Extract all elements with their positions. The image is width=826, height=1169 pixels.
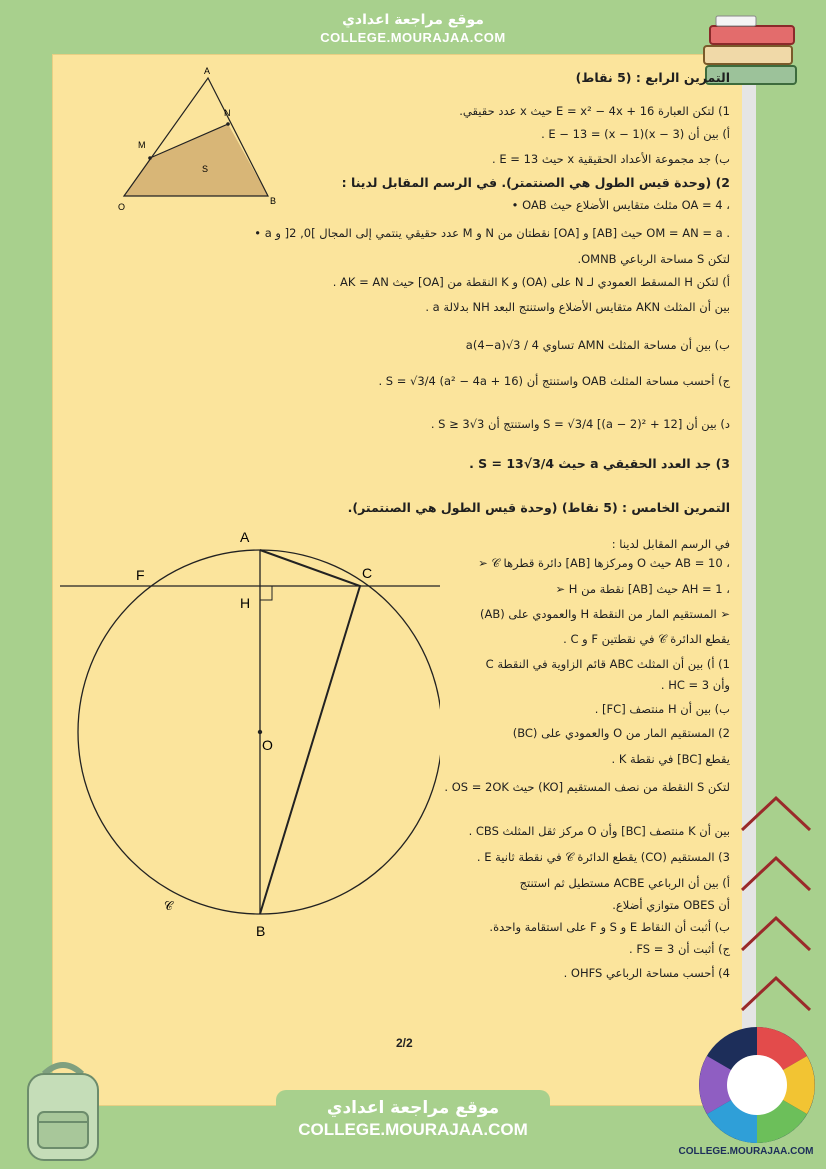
footer-badge[interactable] bbox=[276, 1090, 550, 1152]
ex5-c1: ➢ 𝒞 دائرة قطرها [AB] ومركزها O حيث AB = 10 ، bbox=[478, 556, 730, 570]
header-badge[interactable] bbox=[300, 6, 526, 54]
exercise4-title: التمرين الرابع : (5 نقاط) bbox=[575, 70, 730, 85]
ex5-c3: ➢ المستقيم المار من النقطة H والعمودي على (AB) bbox=[480, 607, 730, 621]
fig1-label-s: S bbox=[202, 164, 209, 174]
triangle-figure bbox=[110, 66, 290, 216]
ex4-q2d: د) بين أن S = √3/4 [(a − 2)² + 12] واستنتج أن S ≥ 3√3 . bbox=[430, 417, 730, 431]
ex4-q2a: أ) لتكن H المسقط العمودي لـ N على (OA) و K النقطة من [OA] حيث AK = AN . bbox=[332, 275, 730, 289]
ex4-s-def: لتكن S مساحة الرباعي OMNB. bbox=[577, 252, 730, 266]
ex4-q1b: ب) جد مجموعة الأعداد الحقيقية x حيث E = 13 . bbox=[492, 152, 730, 166]
header-site-en: COLLEGE.MOURAJAA.COM bbox=[320, 30, 506, 45]
fig1-label-b: B bbox=[270, 196, 277, 206]
chevron-decoration-icon bbox=[736, 790, 816, 1030]
ex4-q3: 3) جد العدد الحقيقي a حيث S = 13√3/4 . bbox=[469, 456, 730, 471]
ex5-q1c: ب) بين أن H منتصف [FC] . bbox=[594, 702, 730, 716]
ex4-q2c: ج) أحسب مساحة المثلث OAB واستنتج أن S = √3/4 (a² − 4a + 16) . bbox=[378, 374, 730, 388]
ex5-q1: 1) أ) بين أن المثلث ABC قائم الزاوية في النقطة C bbox=[485, 657, 730, 671]
site-logo-icon bbox=[696, 1024, 818, 1146]
page-number: 2/2 bbox=[396, 1036, 413, 1050]
ex5-q4: 4) أحسب مساحة الرباعي OHFS . bbox=[563, 966, 730, 980]
ex4-b2: • a عدد حقيقي ينتمي إلى المجال ]0, 2[ و M و N نقطتان من [OA] و [AB] حيث OM = AN = a . bbox=[254, 226, 730, 240]
logo-text: COLLEGE.MOURAJAA.COM bbox=[678, 1146, 814, 1157]
ex5-q2b: يقطع [BC] في نقطة K . bbox=[611, 752, 730, 766]
fig2-label-f: F bbox=[136, 567, 145, 583]
circle-figure bbox=[60, 528, 440, 946]
fig2-label-a: A bbox=[240, 529, 250, 545]
ex5-q3: 3) المستقيم (CO) يقطع الدائرة 𝒞 في نقطة ثانية E . bbox=[476, 850, 730, 864]
ex4-q2a2: بين أن المثلث AKN متقايس الأضلاع واستنتج البعد NH بدلالة a . bbox=[425, 300, 730, 314]
fig2-label-o: O bbox=[262, 737, 273, 753]
ex5-q3a2: أن OBES متوازي أضلاع. bbox=[612, 898, 730, 912]
fig2-label-h: H bbox=[240, 595, 251, 611]
backpack-icon bbox=[14, 1056, 112, 1164]
ex4-q2b: ب) بين أن مساحة المثلث AMN تساوي a(4−a)√3 / 4 bbox=[465, 338, 730, 352]
ex5-c3b: يقطع الدائرة 𝒞 في نقطتين F و C . bbox=[563, 632, 730, 646]
fig2-label-circle: 𝒞 bbox=[164, 899, 173, 913]
ex5-q3a: أ) بين أن الرباعي ACBE مستطيل ثم استنتج bbox=[519, 876, 730, 890]
ex4-b1: • OAB مثلث متقايس الأضلاع حيث OA = 4 ، bbox=[511, 198, 730, 212]
footer-site-en: COLLEGE.MOURAJAA.COM bbox=[298, 1120, 528, 1139]
ex5-q3b: ب) أثبت أن النقاط E و S و F على استقامة واحدة. bbox=[489, 920, 730, 934]
fig1-label-a: A bbox=[204, 66, 211, 76]
fig1-label-o: O bbox=[118, 202, 126, 212]
footer-site-ar: موقع مراجعة اعدادي bbox=[326, 1098, 500, 1118]
ex5-intro: في الرسم المقابل لدينا : bbox=[611, 537, 730, 551]
ex5-q2c: لتكن S النقطة من نصف المستقيم [KO) حيث OS = 2OK . bbox=[444, 780, 730, 794]
ex5-q2: 2) المستقيم المار من O والعمودي على (BC) bbox=[512, 726, 730, 740]
ex5-q2d: بين أن K منتصف [BC] وأن O مركز ثقل المثلث CBS . bbox=[468, 824, 730, 838]
header-site-ar: موقع مراجعة اعدادي bbox=[342, 12, 484, 28]
fig2-label-c: C bbox=[362, 565, 373, 581]
fig1-label-n: N bbox=[224, 108, 231, 118]
ex4-q2: 2) (وحدة قيس الطول هي الصنتمتر). في الرسم المقابل لدينا : bbox=[341, 175, 730, 190]
fig2-label-b: B bbox=[256, 923, 266, 939]
fig1-label-m: M bbox=[138, 140, 146, 150]
ex5-q3c: ج) أثبت أن FS = 3 . bbox=[629, 942, 730, 956]
ex5-c2: ➢ H نقطة من [AB] حيث AH = 1 ، bbox=[555, 582, 730, 596]
ex4-q1: 1) لتكن العبارة E = x² − 4x + 16 حيث x عدد حقيقي. bbox=[459, 104, 730, 118]
ex5-q1b: وأن HC = 3 . bbox=[660, 678, 730, 692]
ex4-q1a: أ) بين أن E − 13 = (x − 1)(x − 3) . bbox=[541, 127, 730, 141]
exercise5-title: التمرين الخامس : (5 نقاط) (وحدة قيس الطول هي الصنتمتر). bbox=[347, 500, 730, 515]
